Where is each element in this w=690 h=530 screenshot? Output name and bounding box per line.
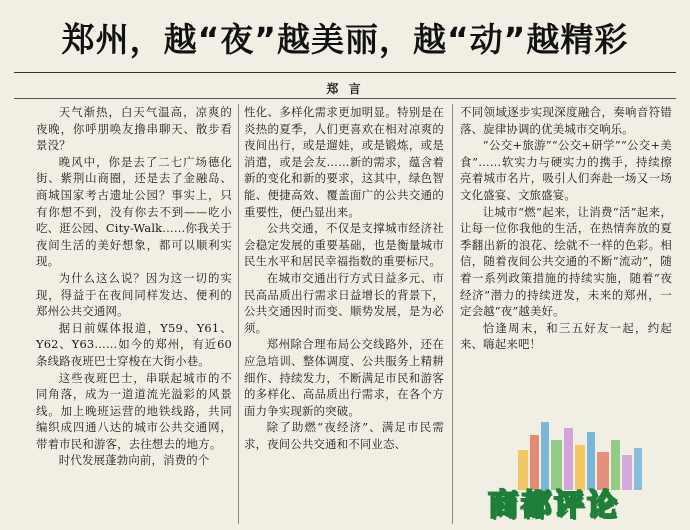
article-column-2 xyxy=(244,104,444,452)
headline: 郑州，越“夜”越美丽，越“动”越精彩 xyxy=(61,20,629,59)
paragraph: 这些夜班巴士，串联起城市的不同角落，成为一道道流光溢彩的风景线。加上晚班运营的地铁线路，共同编织成四通八达的城市公共交通网，带着市民和游客，去往想去的地方。 xyxy=(36,370,232,451)
paragraph: “公交+旅游”“公交+研学”“公交+美食”……软实力与硬实力的携手，持续擦亮着城市名片，吸引人们奔赴一场又一场文化盛宴、文旅盛宴。 xyxy=(460,138,672,202)
paragraph: 不同领域逐步实现深度融合，奏响音符错落、旋律协调的优美城市交响乐。 xyxy=(460,105,672,136)
paragraph: 除了助燃“夜经济”、满足市民需求，夜间公共交通和不同业态、 xyxy=(244,420,444,451)
paragraph: 在城市交通出行方式日益多元、市民高品质出行需求日益增长的背景下，公共交通因时而变、顺势发展，是为必须。 xyxy=(244,270,444,335)
byline: 郑 言 xyxy=(326,82,364,96)
top-divider xyxy=(14,72,676,73)
column-divider xyxy=(238,104,239,524)
column-logo-text: 商都评论 xyxy=(488,488,620,523)
byline-divider xyxy=(14,98,676,99)
column-logo xyxy=(478,410,678,525)
paragraph: 郑州除合理布局公交线路外，还在应急培训、整体调度、公共服务上精耕细作、持续发力，不断满足市民和游客的多样化、高品质出行需求，在各个方面力争实现新的突破。 xyxy=(244,337,444,418)
paragraph: 天气渐热，白天气温高，凉爽的夜晚，你呼朋唤友撸串聊天、散步看景没？ xyxy=(36,105,232,153)
paragraph: 性化、多样化需求更加明显。特别是在炎热的夏季，人们更喜欢在相对凉爽的夜间出行，或是遛娃，或是锻炼，或是消遣，或是会友……新的需求，蕴含着新的变化和新的要求，这其中，绿色智能、便捷高效、覆盖面广的公共交通的重要性，便凸显出来。 xyxy=(244,105,444,219)
column-divider xyxy=(452,104,453,524)
article-column-3 xyxy=(460,104,672,353)
paragraph: 晚风中，你是去了二七广场德化街、紫荆山商圈，还是去了金融岛、商城国家考古遗址公园？事实上，只有你想不到，没有你去不到——吃小吃、逛公园、City-Walk……你我关于夜间生活的美好想象，都可以顺利实现。 xyxy=(36,154,232,269)
article-column-1 xyxy=(36,104,232,469)
paragraph: 让城市“燃”起来，让消费“活”起来，让每一位你我他的生活，在热情奔放的夏季翻出新的浪花、绘就不一样的色彩。相信，随着夜间公共交通的不断“流动”，随着一系列政策措施的持续实施，随着“夜经济”潜力的持续迸发，未来的郑州，一定会越“夜”越美好。 xyxy=(460,204,672,319)
paragraph: 为什么这么说？因为这一切的实现，得益于在夜间同样发达、便利的郑州公共交通网。 xyxy=(36,270,232,319)
paragraph: 公共交通，不仅是支撑城市经济社会稳定发展的重要基础，也是衡量城市民生水平和居民幸福指数的重要标尺。 xyxy=(244,221,444,269)
paragraph: 时代发展蓬勃向前，消费的个 xyxy=(58,453,210,468)
paragraph: 据日前媒体报道，Y59、Y61、Y62、Y63……如今的郑州，有近60条线路夜班巴士穿梭在大街小巷。 xyxy=(36,320,232,368)
paragraph: 恰逢周末，和三五好友一起，约起来、嗨起来吧！ xyxy=(460,320,672,352)
